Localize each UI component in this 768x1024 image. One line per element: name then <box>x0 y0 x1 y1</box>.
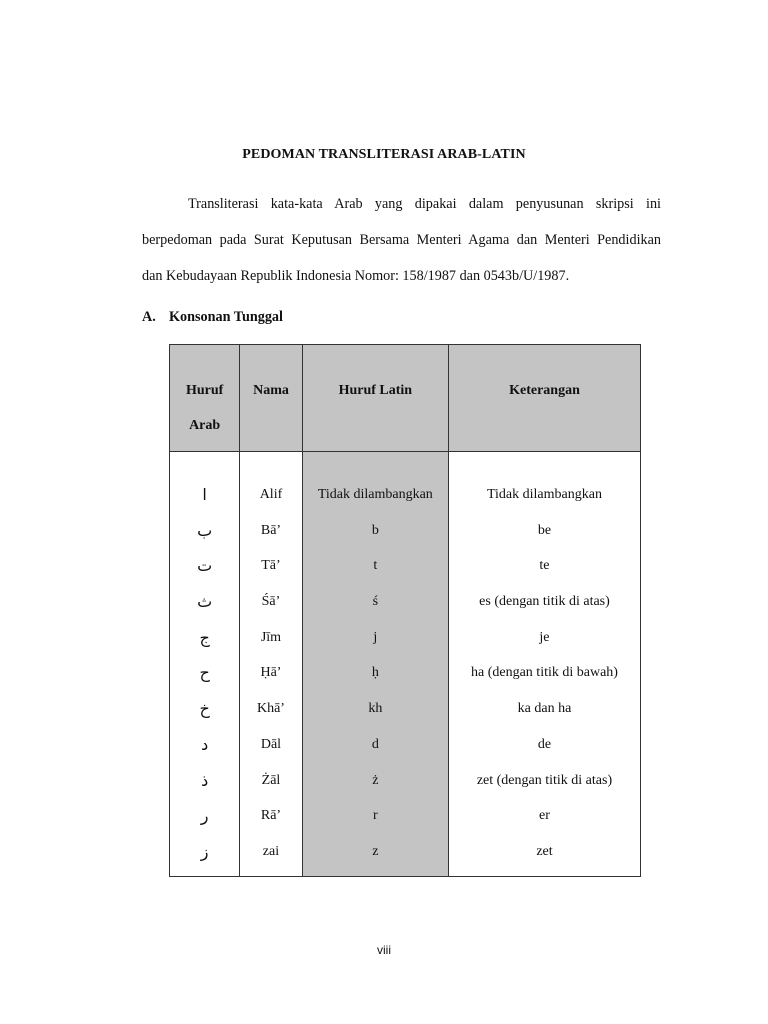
intro-line-1: Transliterasi kata-kata Arab yang dipakai dalam penyusunan skripsi ini <box>188 196 661 212</box>
arab-letter: ر <box>200 806 209 826</box>
column-nama <box>240 452 302 877</box>
letter-name: Khā’ <box>256 701 285 717</box>
header-huruf-arab-line2: Arab <box>189 418 221 433</box>
letter-name: Jīm <box>260 629 282 645</box>
intro-line-2: berpedoman pada Surat Keputusan Bersama Menteri Agama dan Menteri Pendidikan <box>142 232 661 248</box>
latin-equivalent: Tidak dilambangkan <box>317 487 433 502</box>
letter-description: er <box>539 808 550 824</box>
header-huruf-arab <box>170 345 240 452</box>
arab-letter: ج <box>199 627 210 647</box>
table-header-row <box>170 345 641 452</box>
letter-name: Tā’ <box>261 558 281 574</box>
letter-name: Żāl <box>261 772 281 788</box>
arab-letter: ذ <box>201 770 209 790</box>
letter-description: te <box>539 558 550 574</box>
consonant-table <box>169 344 641 877</box>
latin-equivalent: b <box>371 522 379 538</box>
page-title: PEDOMAN TRANSLITERASI ARAB-LATIN <box>242 147 526 162</box>
latin-equivalent: d <box>371 736 379 752</box>
latin-equivalent: r <box>372 808 378 824</box>
letter-description: ha (dengan titik di bawah) <box>471 665 618 681</box>
letter-description: de <box>537 736 552 752</box>
latin-equivalent: ḥ <box>371 665 379 681</box>
keterangan-list <box>449 452 640 876</box>
letter-description: zet <box>536 843 553 859</box>
column-keterangan <box>448 452 640 877</box>
letter-name: Bā’ <box>260 522 282 538</box>
letter-name: Śā’ <box>261 594 281 610</box>
arab-letter: ح <box>199 663 210 683</box>
letter-name: Dāl <box>260 736 282 752</box>
letter-description: ka dan ha <box>517 701 572 717</box>
latin-equivalent: kh <box>368 701 383 717</box>
header-keterangan: Keterangan <box>448 345 640 452</box>
section-heading <box>142 309 283 326</box>
header-huruf-arab-line1: Huruf <box>185 383 224 398</box>
arab-letter-list <box>170 452 239 876</box>
arab-letter: ث <box>197 592 213 612</box>
letter-description: be <box>537 522 552 538</box>
intro-paragraph <box>142 186 661 294</box>
latin-equivalent: j <box>373 629 378 645</box>
header-nama: Nama <box>240 345 302 452</box>
letter-description: je <box>539 629 550 645</box>
latin-equivalent: ż <box>372 772 379 788</box>
latin-equivalent: z <box>372 843 379 859</box>
header-huruf-latin: Huruf Latin <box>302 345 448 452</box>
page-number: viii <box>377 943 391 957</box>
arab-letter: ز <box>200 841 209 861</box>
arab-letter: ت <box>197 556 213 576</box>
arab-letter: ا <box>202 485 207 504</box>
letter-description: es (dengan titik di atas) <box>479 594 610 610</box>
letter-name: Ḥā’ <box>260 665 282 681</box>
section-number: A. <box>142 309 156 325</box>
section-label: Konsonan Tunggal <box>169 309 283 325</box>
latin-equivalent: ś <box>372 594 379 610</box>
letter-description: Tidak dilambangkan <box>486 487 602 502</box>
column-arab <box>170 452 240 877</box>
intro-line-3: dan Kebudayaan Republik Indonesia Nomor: 158/1987 dan 0543b/U/1987. <box>142 268 570 284</box>
column-latin <box>302 452 448 877</box>
letter-name: Rā’ <box>260 808 282 824</box>
nama-list <box>240 452 301 876</box>
arab-letter: خ <box>199 699 210 719</box>
latin-equivalent: t <box>373 558 378 574</box>
table-body-row <box>170 452 641 877</box>
arab-letter: ب <box>197 520 213 540</box>
latin-list <box>303 452 448 876</box>
letter-description: zet (dengan titik di atas) <box>476 772 613 788</box>
arab-letter: د <box>201 734 209 754</box>
letter-name: zai <box>262 843 280 859</box>
letter-name: Alif <box>259 487 283 502</box>
